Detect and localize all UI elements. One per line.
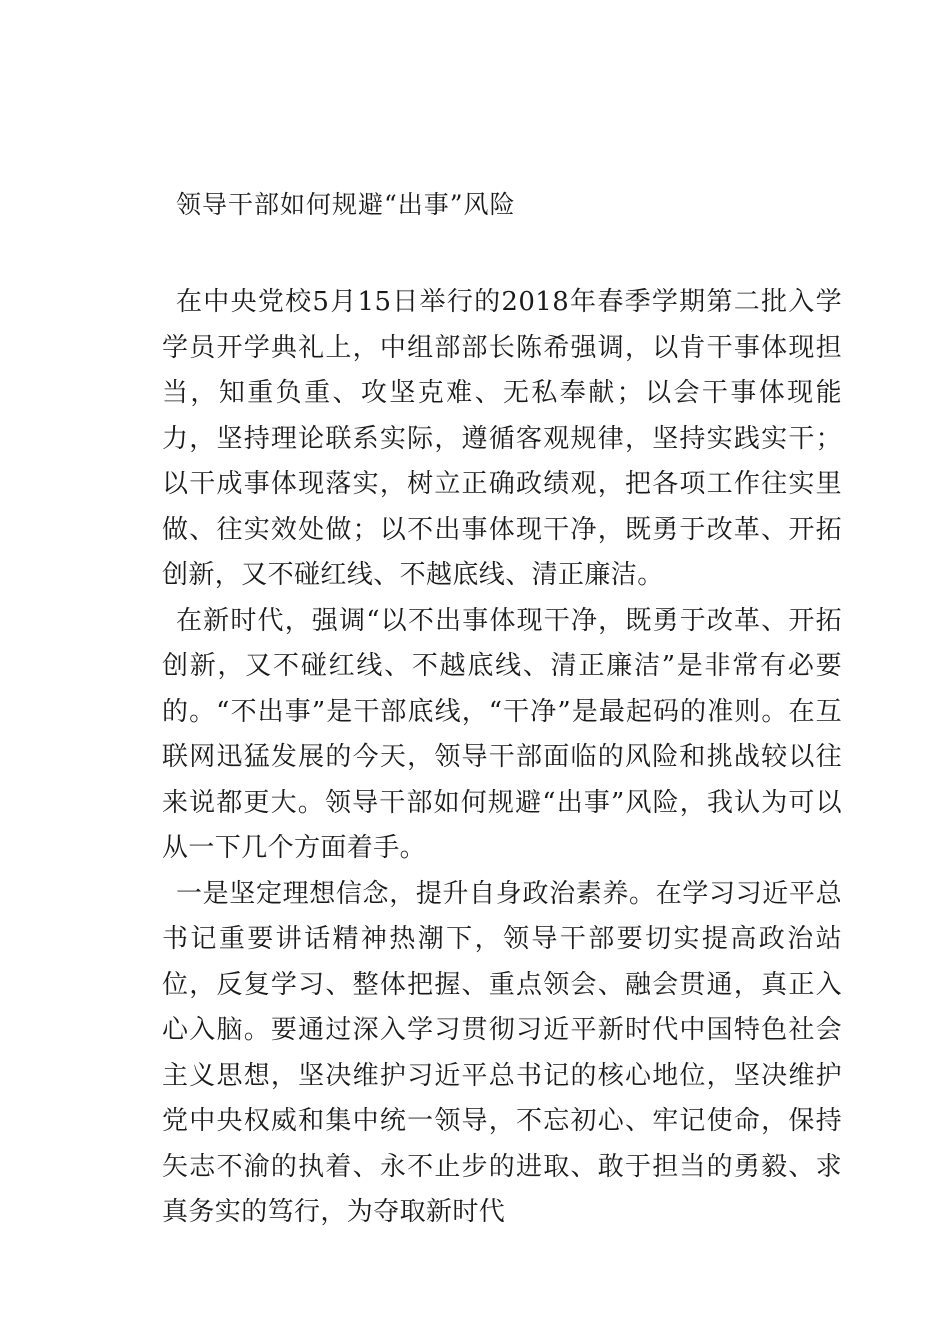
paragraph-3: 一是坚定理想信念，提升自身政治素养。在学习习近平总书记重要讲话精神热潮下，领导干部要切实提高政治站位，反复学习、整体把握、重点领会、融会贯通，真正入心入脑。要通过深入学习贯彻习近平新时代中国特色社会主义思想，坚决维护习近平总书记的核心地位，坚决维护党中央权威和集中统一领导，不忘初心、牢记使命，保持矢志不渝的执着、永不止步的进取、敢于担当的勇毅、求真务实的笃行，为夺取新时代: [162, 878, 842, 1227]
paragraph-1: 在中央党校5月15日举行的2018年春季学期第二批入学学员开学典礼上，中组部部长陈希强调，以肯干事体现担当，知重负重、攻坚克难、无私奉献；以会干事体现能力，坚持理论联系实际，遵循客观规律，坚持实践实干；以干成事体现落实，树立正确政绩观，把各项工作往实里做、往实效处做；以不出事体现干净，既勇于改革、开拓创新，又不碰红线、不越底线、清正廉洁。: [162, 287, 842, 590]
paragraph-2: 在新时代，强调“以不出事体现干净，既勇于改革、开拓创新，又不碰红线、不越底线、清正廉洁”是非常有必要的。“不出事”是干部底线，“干净”是最起码的准则。在互联网迅猛发展的今天，领导干部面临的风险和挑战较以往来说都更大。领导干部如何规避“出事”风险，我认为可以从一下几个方面着手。: [162, 605, 842, 863]
document-body: [162, 280, 842, 1236]
document-title: 领导干部如何规避“出事”风险: [176, 190, 516, 219]
